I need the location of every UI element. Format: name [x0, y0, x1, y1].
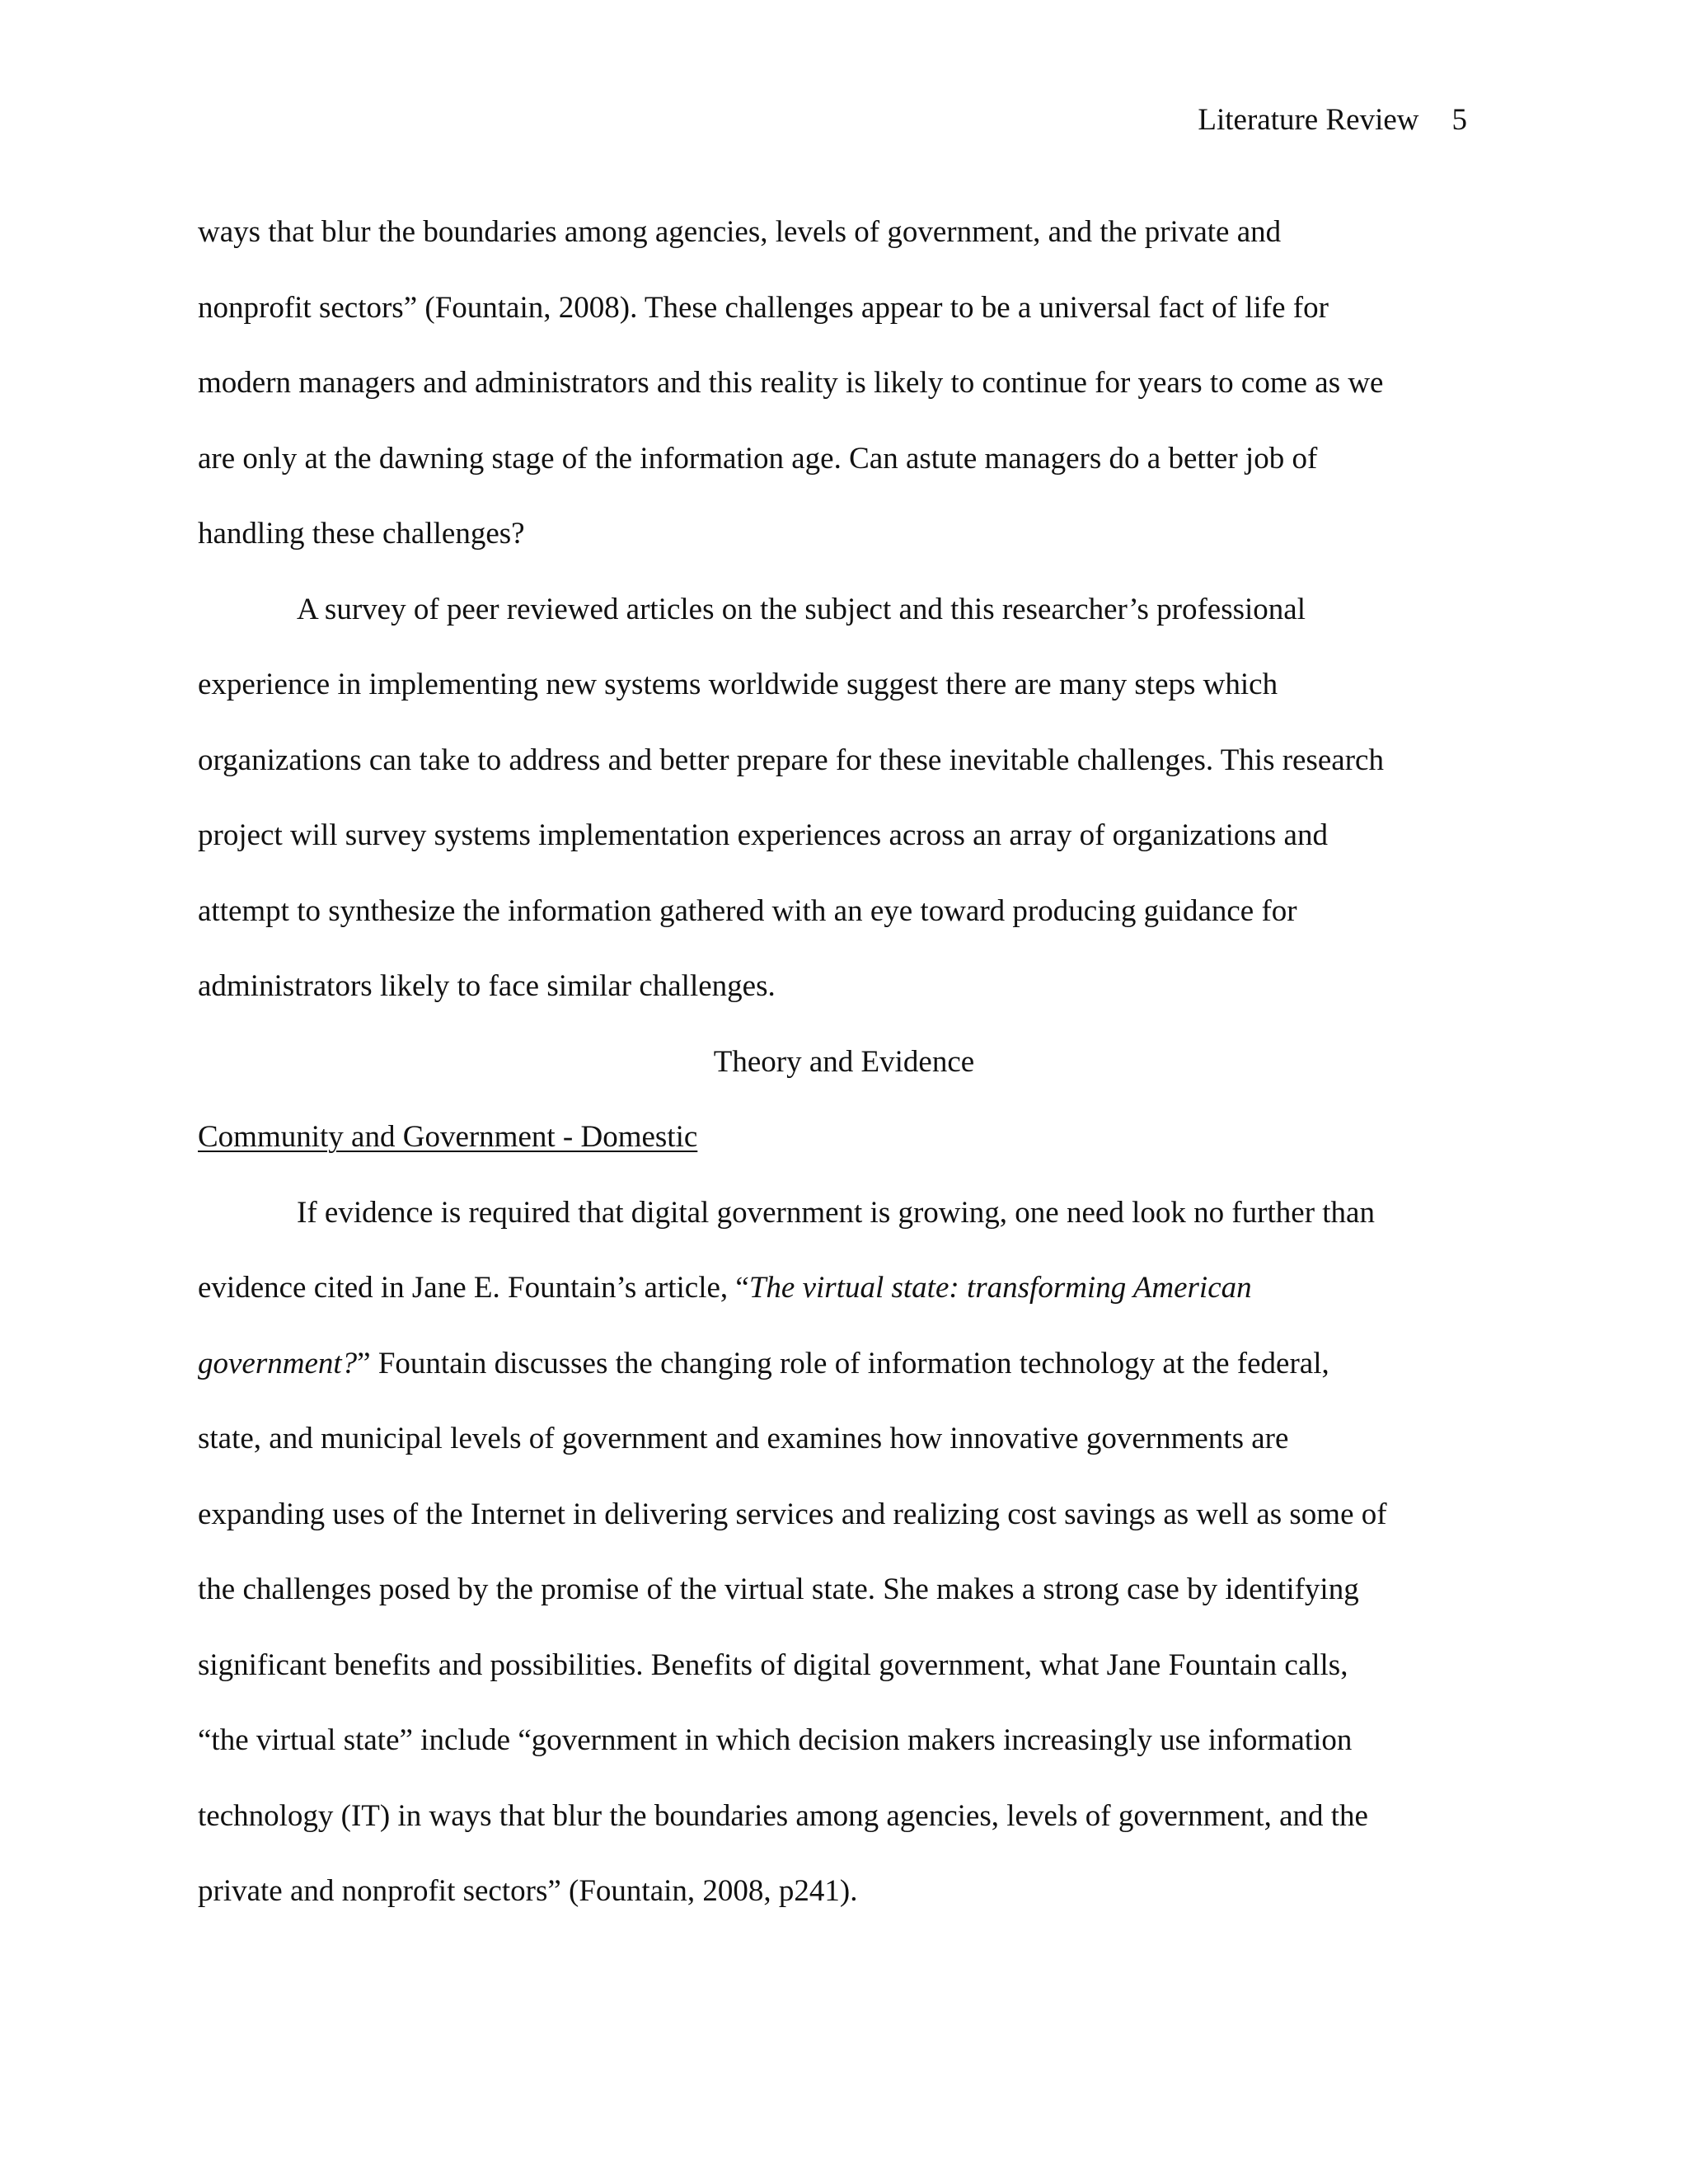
paragraph-line: modern managers and administrators and this reality is likely to continue for years to come as we — [198, 366, 1384, 400]
paragraph-line: experience in implementing new systems worldwide suggest there are many steps which — [198, 668, 1278, 701]
paragraph-line: If evidence is required that digital government is growing, one need look no further than — [297, 1195, 1375, 1230]
running-head — [1198, 96, 1467, 145]
paragraph-line: the challenges posed by the promise of the virtual state. She makes a strong case by identifying — [198, 1572, 1359, 1606]
paragraph-line: ways that blur the boundaries among agencies, levels of government, and the private and — [198, 215, 1282, 249]
article-title-part-1: The virtual state: transforming American — [748, 1271, 1252, 1305]
paragraph-line: administrators likely to face similar challenges. — [198, 969, 776, 1003]
line-text: evidence cited in Jane E. Fountain’s article, “ — [198, 1271, 749, 1305]
paragraph-line: A survey of peer reviewed articles on the subject and this researcher’s professional — [297, 592, 1306, 626]
paragraph-line: are only at the dawning stage of the information age. Can astute managers do a better job of — [198, 441, 1318, 476]
paragraph-line: technology (IT) in ways that blur the boundaries among agencies, levels of government, and the — [198, 1798, 1368, 1833]
paragraph-line: organizations can take to address and better prepare for these inevitable challenges. This research — [198, 743, 1384, 777]
subsection-heading-row — [198, 1099, 1490, 1175]
article-title-part-2: government? — [198, 1346, 358, 1380]
section-heading: Theory and Evidence — [713, 1044, 975, 1079]
paragraph-line: nonprofit sectors” (Fountain, 2008). These challenges appear to be a universal fact of life for — [198, 290, 1329, 325]
running-title: Literature Review — [1198, 103, 1419, 137]
paragraph-line: “the virtual state” include “government in which decision makers increasingly use information — [198, 1723, 1353, 1757]
line-text: ” Fountain discusses the changing role of information technology at the federal, — [357, 1346, 1329, 1380]
paragraph-line: expanding uses of the Internet in delivering services and realizing cost savings as well as some of — [198, 1497, 1387, 1531]
paragraph-line: attempt to synthesize the information gathered with an eye toward producing guidance for — [198, 893, 1297, 928]
subsection-heading: Community and Government - Domestic — [198, 1120, 698, 1154]
page-number: 5 — [1451, 103, 1467, 137]
paragraph-line: significant benefits and possibilities. Benefits of digital government, what Jane Fountain calls, — [198, 1647, 1348, 1682]
paragraph-line: private and nonprofit sectors” (Fountain, 2008, p241). — [198, 1874, 858, 1908]
paragraph-line: project will survey systems implementation experiences across an array of organizations and — [198, 818, 1328, 852]
paragraph-line: handling these challenges? — [198, 517, 525, 551]
paragraph-line: state, and municipal levels of government and examines how innovative governments are — [198, 1422, 1289, 1455]
paragraph-line — [198, 1250, 1490, 1326]
body-text — [198, 194, 1490, 1929]
paragraph-line — [198, 1326, 1490, 1402]
